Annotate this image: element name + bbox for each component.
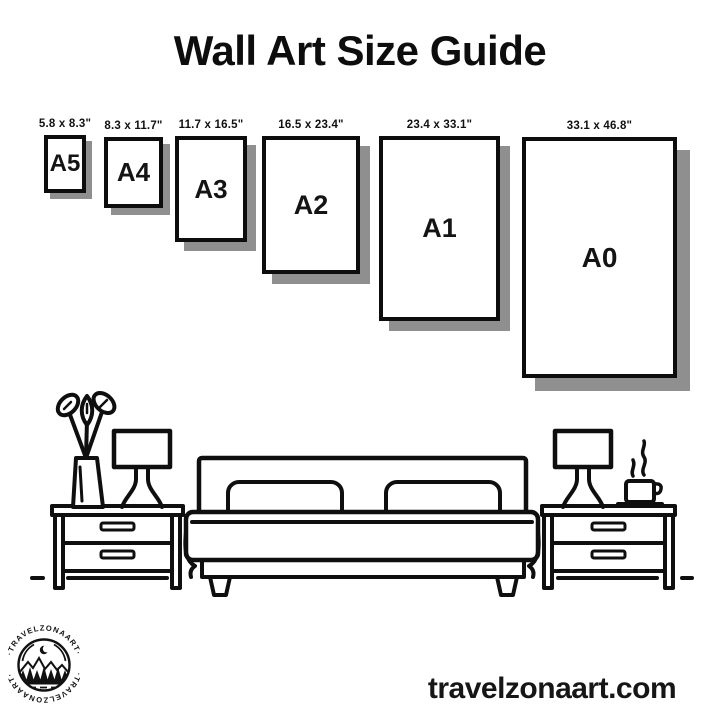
lamp-stem xyxy=(563,467,577,507)
table-lamp-left xyxy=(114,431,170,507)
size-card-a2 xyxy=(262,119,360,274)
cup-body xyxy=(626,481,654,502)
size-card-a1 xyxy=(379,119,500,321)
lamp-stem xyxy=(589,467,603,507)
duvet xyxy=(186,512,538,560)
lamp-stem xyxy=(122,467,136,507)
plant-vase xyxy=(54,389,118,507)
travelzonaart-logo xyxy=(3,623,85,705)
logo-arc-text-top: ·TRAVELZONAART· xyxy=(4,623,84,657)
steam-icon xyxy=(632,460,634,476)
size-dimensions-label: 16.5 x 23.4" xyxy=(278,119,344,131)
size-letter-label: A3 xyxy=(194,173,228,204)
size-card-a3 xyxy=(175,119,247,242)
lamp-shade xyxy=(114,431,170,467)
table-lamp-right xyxy=(555,431,611,507)
size-letter-label: A1 xyxy=(422,213,457,243)
page-title: Wall Art Size Guide xyxy=(173,27,547,74)
size-letter-label: A2 xyxy=(293,189,329,220)
moon-crescent-cutout xyxy=(43,645,50,652)
poster-rectangle xyxy=(44,135,86,193)
poster-rectangle xyxy=(262,136,360,274)
website-url: travelzonaart.com xyxy=(427,672,677,705)
poster-rectangle xyxy=(175,136,247,242)
nightstand-right xyxy=(542,506,675,588)
poster-rectangle xyxy=(379,136,500,321)
vase xyxy=(73,458,103,507)
nightstand-left xyxy=(52,506,183,588)
lamp-stem xyxy=(148,467,162,507)
size-card-a5 xyxy=(38,118,92,193)
size-dimensions-label: 11.7 x 16.5" xyxy=(178,119,244,131)
bed-leg-left xyxy=(210,577,230,595)
size-letter-label: A0 xyxy=(581,241,618,273)
coffee-cup xyxy=(618,441,662,504)
size-dimensions-label: 33.1 x 46.8" xyxy=(566,120,633,132)
logo-arc-text-bottom: ·TRAVELZONAART· xyxy=(4,671,84,705)
bed xyxy=(185,458,538,595)
size-card-a4 xyxy=(104,120,163,208)
size-letter-label: A5 xyxy=(49,150,81,177)
size-dimensions-label: 5.8 x 8.3" xyxy=(38,118,92,130)
size-dimensions-label: 23.4 x 33.1" xyxy=(406,119,473,131)
size-dimensions-label: 8.3 x 11.7" xyxy=(104,120,163,132)
vase-highlight xyxy=(80,467,82,501)
poster-rectangle xyxy=(522,137,677,378)
steam-icon xyxy=(643,441,646,475)
size-letter-label: A4 xyxy=(116,157,151,187)
bedroom-illustration xyxy=(20,380,710,600)
poster-rectangle xyxy=(104,137,163,208)
lamp-shade xyxy=(555,431,611,467)
size-card-a0 xyxy=(522,120,677,378)
bed-leg-right xyxy=(497,577,517,595)
